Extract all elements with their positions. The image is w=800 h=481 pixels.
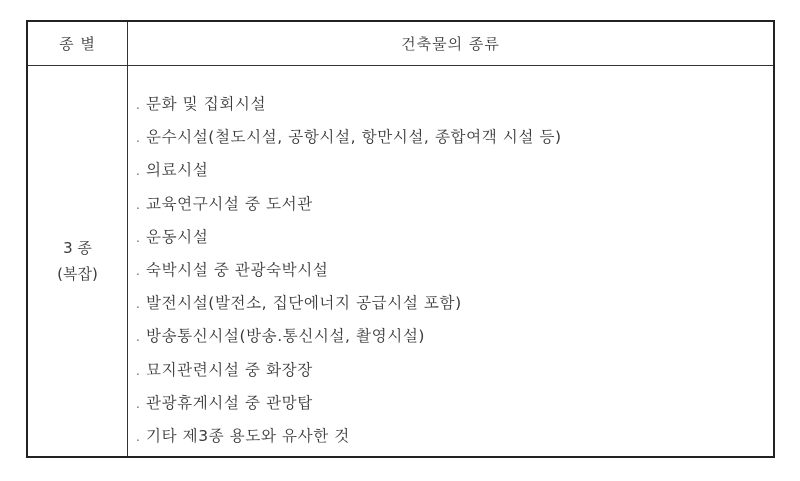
list-item <box>136 420 562 453</box>
list-item <box>136 188 562 221</box>
bullet-mark: . <box>136 297 141 312</box>
list-item <box>136 320 562 353</box>
list-item-text: 숙박시설 중 관광숙박시설 <box>146 260 329 279</box>
table-header-row <box>28 22 773 66</box>
list-item-text: 발전시설(발전소, 집단에너지 공급시설 포함) <box>146 294 462 313</box>
bullet-mark: . <box>136 230 141 245</box>
list-item-text: 운수시설(철도시설, 공항시설, 항만시설, 종합여객 시설 등) <box>146 128 562 147</box>
column-divider <box>127 22 128 456</box>
list-item-text: 운동시설 <box>146 227 209 246</box>
header-type-column: 종 별 <box>59 34 96 53</box>
bullet-mark: . <box>136 396 141 411</box>
bullet-mark: . <box>136 263 141 278</box>
list-item <box>136 221 562 254</box>
bullet-mark: . <box>136 429 141 444</box>
list-item-text: 문화 및 집회시설 <box>146 95 267 113</box>
bullet-mark: . <box>136 197 141 212</box>
list-item-text: 교육연구시설 중 도서관 <box>146 194 313 213</box>
type-cell <box>28 66 127 456</box>
building-kind-list <box>136 88 562 453</box>
list-item <box>136 387 562 420</box>
type-complexity: (복잡) <box>57 265 98 283</box>
list-item <box>136 287 562 320</box>
list-item <box>136 121 562 154</box>
list-item <box>136 254 562 287</box>
list-item-text: 기타 제3종 용도와 유사한 것 <box>146 426 350 445</box>
bullet-mark: . <box>136 330 141 345</box>
list-item-text: 의료시설 <box>146 161 209 180</box>
list-item <box>136 154 562 187</box>
type-grade: 3 종 <box>63 239 92 257</box>
list-item <box>136 354 562 387</box>
list-item-text: 방송통신시설(방송.통신시설, 촬영시설) <box>146 327 426 346</box>
list-item-text: 관광휴게시설 중 관망탑 <box>146 393 313 412</box>
bullet-mark: . <box>136 164 141 179</box>
header-building-kind-column: 건축물의 종류 <box>401 34 500 53</box>
bullet-mark: . <box>136 98 141 112</box>
list-item-text: 묘지관련시설 중 화장장 <box>146 360 313 379</box>
list-item <box>136 88 562 121</box>
bullet-mark: . <box>136 363 141 378</box>
bullet-mark: . <box>136 131 141 146</box>
building-classification-table <box>26 20 775 458</box>
